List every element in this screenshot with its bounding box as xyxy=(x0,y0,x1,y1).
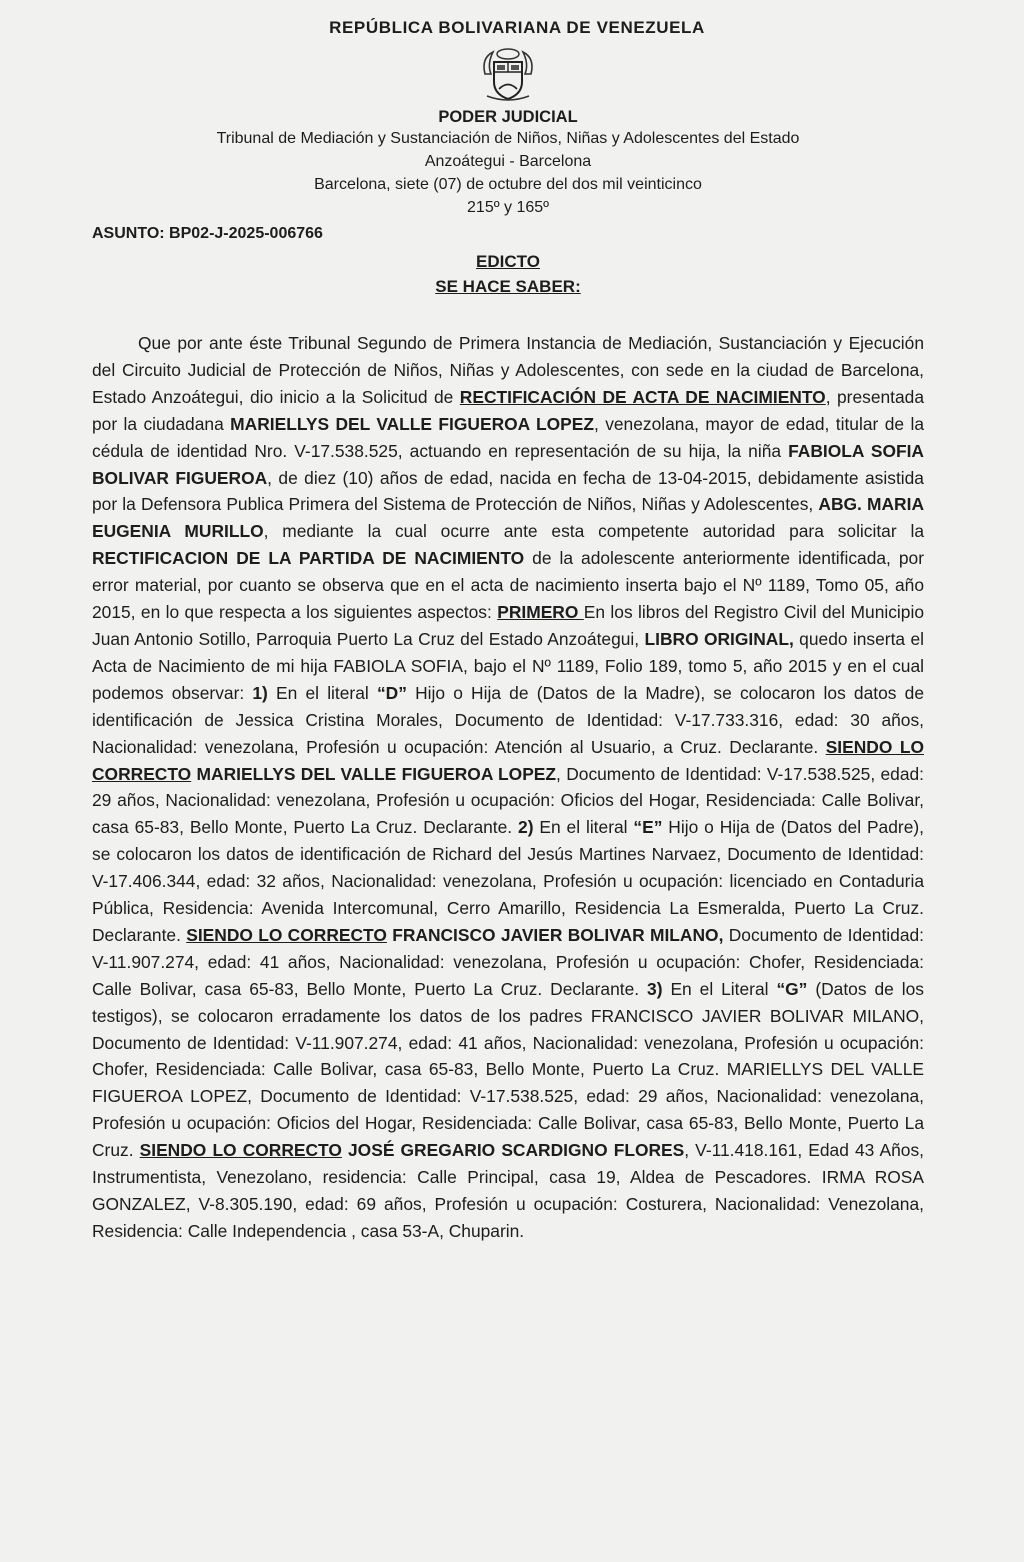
body-text: En el literal xyxy=(533,817,634,838)
body-text: Documento de Identidad: V-11.907.274, edad: 41 años, Nacionalidad: venezolana, Profesión u ocupación: Chofer, Residenciada: Calle Bolivar, casa 65-83, Bello Monte, Puerto La Cruz. Declarante. xyxy=(92,924,925,999)
coat-of-arms-icon xyxy=(477,44,539,104)
body-text: (Datos de los testigos), se colocaron erradamente los datos de los padres FRANCISCO JAVIER BOLIVAR MILANO, Documento de Identidad: V-11.907.274, edad: 41 años, Nacionalidad: venezolana, Profesión u ocupación: Chofer, Residenciada: Calle Bolivar, casa 65-83, Bello Monte, Puerto La Cruz. MARIELLYS DEL VALLE FIGUEROA LOPEZ, Documento de Identidad: V-17.538.525, edad: 29 años, Nacionalidad: venezolana, Profesión u ocupación: Oficios del Hogar, Residenciada: Calle Bolivar, casa 65-83, Bello Monte, Puerto La Cruz. xyxy=(92,978,924,1161)
body-highlight: MARIELLYS DEL VALLE FIGUEROA LOPEZ xyxy=(230,413,594,434)
body-text: de la adolescente anteriormente identificada, por error material, por cuanto se observa que en el acta de nacimiento inserta bajo el Nº 1189, Tomo 05, año 2015, en lo que respecta a los siguientes aspectos: xyxy=(92,548,925,623)
body-highlight: SIENDO LO CORRECTO xyxy=(92,736,924,784)
body-highlight: “E” xyxy=(633,817,663,838)
body-highlight: SIENDO LO CORRECTO xyxy=(186,924,387,945)
body-highlight: SIENDO LO CORRECTO xyxy=(139,1140,342,1161)
republic-heading: REPÚBLICA BOLIVARIANA DE VENEZUELA xyxy=(329,18,705,37)
body-text: , Documento de Identidad: V-17.538.525, edad: 29 años, Nacionalidad: venezolana, Profesión u ocupación: Oficios del Hogar, Residenciada: Calle Bolivar, casa 65-83, Bello Monte, Puerto La Cruz. Declarante. xyxy=(92,763,925,838)
body-highlight: FABIOLA SOFIA BOLIVAR FIGUEROA xyxy=(92,440,924,488)
case-subject: ASUNTO: BP02-J-2025-006766 xyxy=(92,225,323,242)
body-text: quedo inserta el Acta de Nacimiento de mi hija FABIOLA SOFIA, bajo el Nº 1189, Folio 189, tomo 5, año 2015 y en el cual podemos observar: xyxy=(92,628,924,703)
body-highlight: LIBRO ORIGINAL, xyxy=(644,628,794,649)
judicial-power-heading: PODER JUDICIAL xyxy=(438,108,578,126)
body-highlight: FRANCISCO JAVIER BOLIVAR MILANO, xyxy=(392,924,724,945)
body-text: , mediante la cual ocurre ante esta competente autoridad para solicitar la xyxy=(263,521,924,542)
body-highlight: JOSÉ GREGARIO SCARDIGNO FLORES xyxy=(348,1140,685,1161)
body-text: Hijo o Hija de (Datos del Padre), se colocaron los datos de identificación de Richard del Jesús Martines Narvaez, Documento de Identidad: V-17.406.344, edad: 32 años, Nacionalidad: venezolana, Profesión u ocupación: licenciado en Contaduria Pública, Residencia: Avenida Intercomunal, Cerro Amarillo, Residencia La Esmeralda, Puerto La Cruz. Declarante. xyxy=(92,817,924,945)
body-highlight: “D” xyxy=(376,682,407,703)
document-date: Barcelona, siete (07) de octubre del dos mil veinticinco xyxy=(314,176,702,193)
body-highlight: PRIMERO xyxy=(497,602,584,623)
tribunal-location: Anzoátegui - Barcelona xyxy=(424,153,592,170)
body-text: Hijo o Hija de (Datos de la Madre), se colocaron los datos de identificación de Jessica Cristina Morales, Documento de Identidad: V-17.733.316, edad: 30 años, Nacionalidad: venezolana, Profesión u ocupación: Atención al Usuario, a Cruz. Declarante. xyxy=(92,682,924,757)
body-highlight: ABG. MARIA EUGENIA MURILLO xyxy=(92,494,925,542)
body-text: Que por ante éste Tribunal Segundo de Primera Instancia de Mediación, Sustanciación y Ejecución del Circuito Judicial de Protección de Niños, Niñas y Adolescentes, con sede en la ciudad de Barcelona, Estado Anzoátegui, dio inicio a la Solicitud de xyxy=(92,333,924,407)
body-text: , de diez (10) años de edad, nacida en fecha de 13-04-2015, debidamente asistida por la Defensora Publica Primera del Sistema de Protección de Niños, Niñas y Adolescentes, xyxy=(92,467,924,515)
body-text: , V-11.418.161, Edad 43 Años, Instrumentista, Venezolano, residencia: Calle Principal, casa 19, Aldea de Pescadores. IRMA ROSA GONZALEZ, V-8.305.190, edad: 69 años, Profesión u ocupación: Costurera, Nacionalidad: Venezolana, Residencia: Calle Independencia , casa 53-A, Chuparin. xyxy=(92,1140,924,1241)
body-text: En los libros del Registro Civil del Municipio Juan Antonio Sotillo, Parroquia Puerto La Cruz del Estado Anzoátegui, xyxy=(92,602,925,649)
body-highlight: 2) xyxy=(518,817,534,838)
tribunal-name: Tribunal de Mediación y Sustanciación de Niños, Niñas y Adolescentes del Estado xyxy=(216,130,800,147)
body-highlight: RECTIFICACIÓN DE ACTA DE NACIMIENTO xyxy=(459,386,826,407)
body-text: , venezolana, mayor de edad, titular de la cédula de identidad Nro. V-17.538.525, actuando en representación de su hija, la niña xyxy=(92,413,924,461)
body-text: En el literal xyxy=(267,682,377,703)
body-text: En el Literal xyxy=(662,978,777,999)
body-text: , presentada por la ciudadana xyxy=(92,386,925,434)
document-title: EDICTO xyxy=(476,252,540,271)
body-highlight: 3) xyxy=(647,978,663,999)
years-line: 215º y 165º xyxy=(467,199,549,216)
body-highlight: MARIELLYS DEL VALLE FIGUEROA LOPEZ xyxy=(196,763,557,784)
body-highlight: 1) xyxy=(252,682,268,703)
body-highlight: “G” xyxy=(776,978,808,999)
edict-body xyxy=(92,330,924,1245)
document-subtitle: SE HACE SABER: xyxy=(435,277,581,296)
body-highlight: RECTIFICACION DE LA PARTIDA DE NACIMIENTO xyxy=(92,548,525,569)
